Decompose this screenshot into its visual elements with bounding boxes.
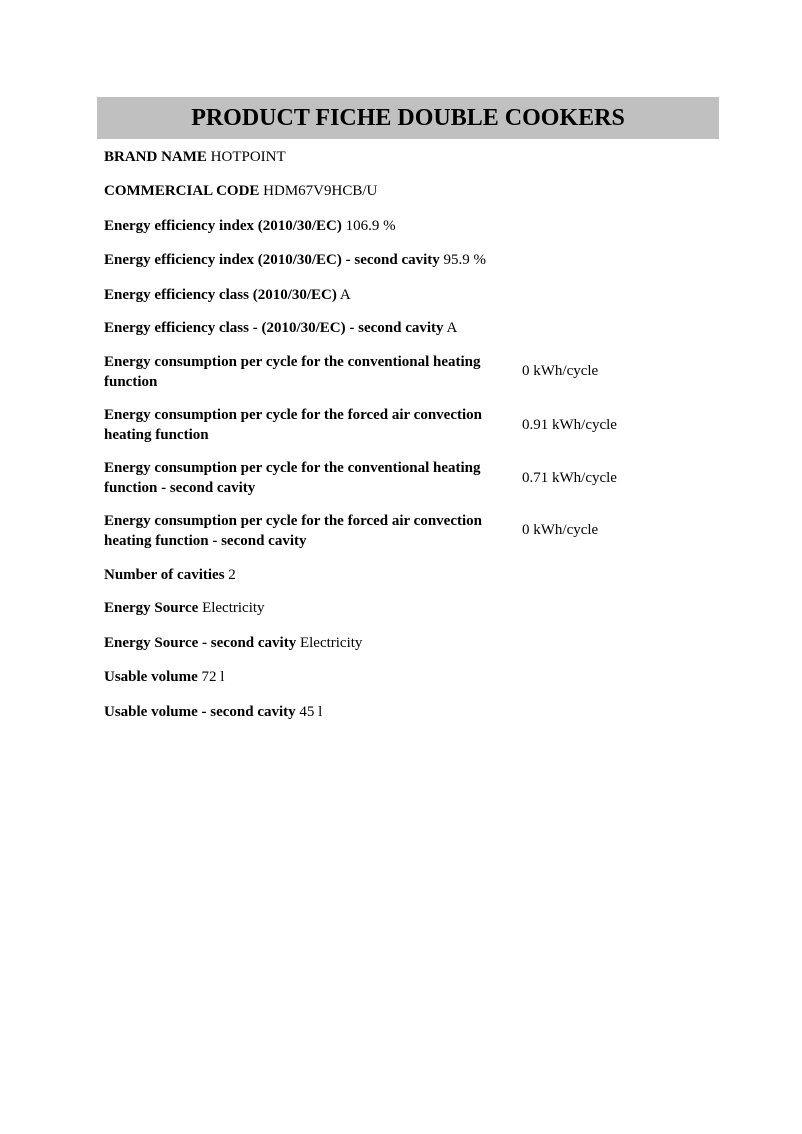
field-eec <box>104 286 351 305</box>
field-energy-source <box>104 599 265 618</box>
field-value: 106.9 % <box>345 218 396 234</box>
field-label: Energy consumption per cycle for the conventional heating function - second cavity <box>104 460 481 496</box>
field-label: Energy Source <box>104 600 199 616</box>
field-value: Electricity <box>299 635 363 651</box>
field-label: Energy consumption per cycle for the forced air convection heating function <box>104 407 483 443</box>
field-label: Energy efficiency index (2010/30/EC) - second cavity <box>104 252 440 268</box>
field-commercial-code <box>104 182 377 201</box>
field-label: Usable volume <box>104 669 198 685</box>
field-energy-source-second <box>104 634 362 653</box>
field-value: 0 kWh/cycle <box>522 522 599 538</box>
field-value: 0.91 kWh/cycle <box>522 417 617 433</box>
field-value: A <box>339 287 351 303</box>
field-value: HOTPOINT <box>210 149 286 165</box>
field-value: HDM67V9HCB/U <box>263 183 378 199</box>
field-usable-volume <box>104 668 224 687</box>
field-brand-name <box>104 148 286 167</box>
field-label: Energy consumption per cycle for the conventional heating function <box>104 354 481 390</box>
field-label: Energy consumption per cycle for the forced air convection heating function - second cavity <box>104 513 483 549</box>
field-label: Usable volume - second cavity <box>104 704 296 720</box>
title-banner <box>97 97 719 139</box>
field-usable-volume-second <box>104 703 322 722</box>
field-eei-second <box>104 251 486 270</box>
field-value: 0.71 kWh/cycle <box>522 470 617 486</box>
field-label: Energy efficiency index (2010/30/EC) <box>104 218 342 234</box>
field-label: Number of cavities <box>104 567 225 583</box>
field-eei <box>104 217 396 236</box>
field-label: BRAND NAME <box>104 149 207 165</box>
field-value: Electricity <box>202 600 265 616</box>
field-value: A <box>446 320 458 336</box>
field-number-of-cavities <box>104 566 236 585</box>
field-eec-second <box>104 319 457 338</box>
field-value: 45 l <box>299 704 323 720</box>
page-title: PRODUCT FICHE DOUBLE COOKERS <box>191 104 625 131</box>
field-value: 2 <box>228 567 236 583</box>
field-value: 95.9 % <box>443 252 487 268</box>
field-value: 72 l <box>201 669 225 685</box>
field-value: 0 kWh/cycle <box>522 363 599 379</box>
field-label: Energy efficiency class - (2010/30/EC) - second cavity <box>104 320 444 336</box>
field-label: COMMERCIAL CODE <box>104 183 260 199</box>
field-label: Energy Source - second cavity <box>104 635 297 651</box>
field-label: Energy efficiency class (2010/30/EC) <box>104 287 337 303</box>
